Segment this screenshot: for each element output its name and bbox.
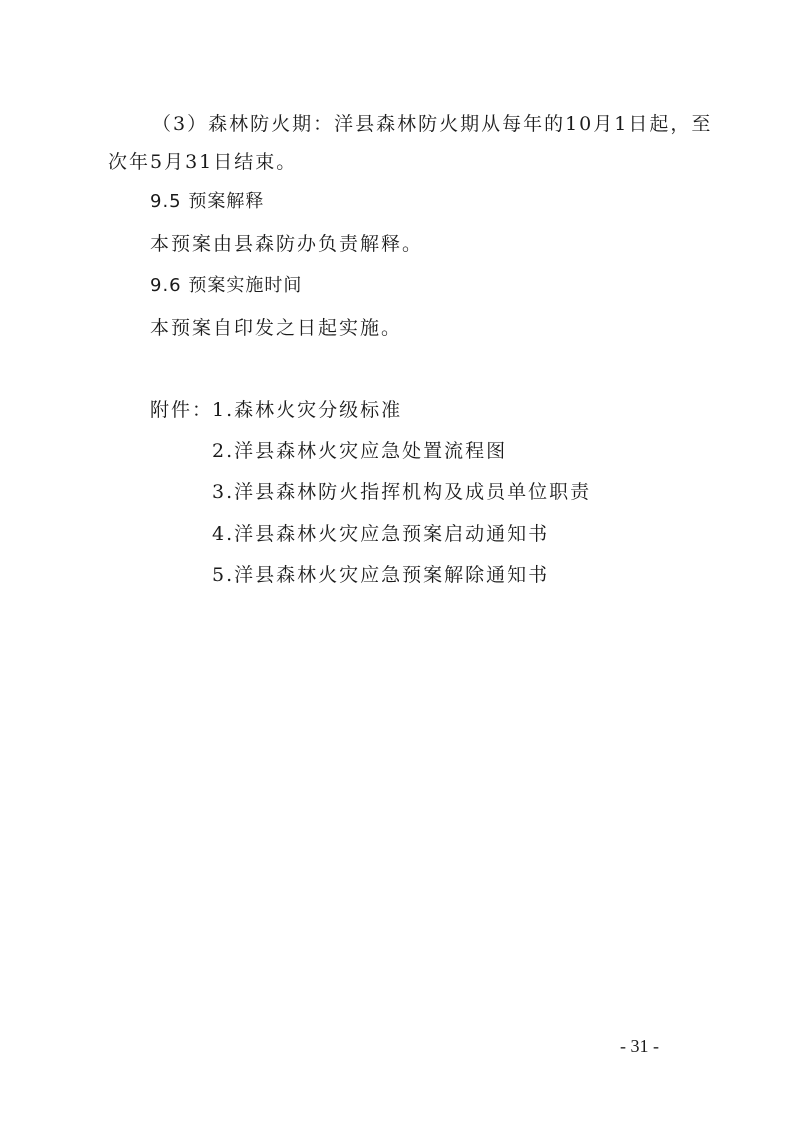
attachment-item: 1.森林火灾分级标准 <box>212 399 403 421</box>
section-9-5-body: 本预案由县森防办负责解释。 <box>150 233 424 255</box>
attachments-label: 附件： <box>150 399 214 421</box>
section-9-6-body: 本预案自印发之日起实施。 <box>150 317 403 339</box>
attachment-item: 2.洋县森林火灾应急处置流程图 <box>212 440 508 462</box>
section-9-5-heading: 9.5 预案解释 <box>150 191 265 212</box>
attachment-item: 4.洋县森林火灾应急预案启动通知书 <box>212 523 550 545</box>
attachment-item: 5.洋县森林火灾应急预案解除通知书 <box>212 564 550 586</box>
fire-period-paragraph-line2: 次年5月31日结束。 <box>108 151 298 173</box>
fire-period-paragraph-line1: （3）森林防火期：洋县森林防火期从每年的10月1日起，至 <box>152 113 713 135</box>
page-number: - 31 - <box>620 1036 659 1056</box>
section-9-6-heading: 9.6 预案实施时间 <box>150 275 303 296</box>
attachment-item: 3.洋县森林防火指挥机构及成员单位职责 <box>212 481 592 503</box>
